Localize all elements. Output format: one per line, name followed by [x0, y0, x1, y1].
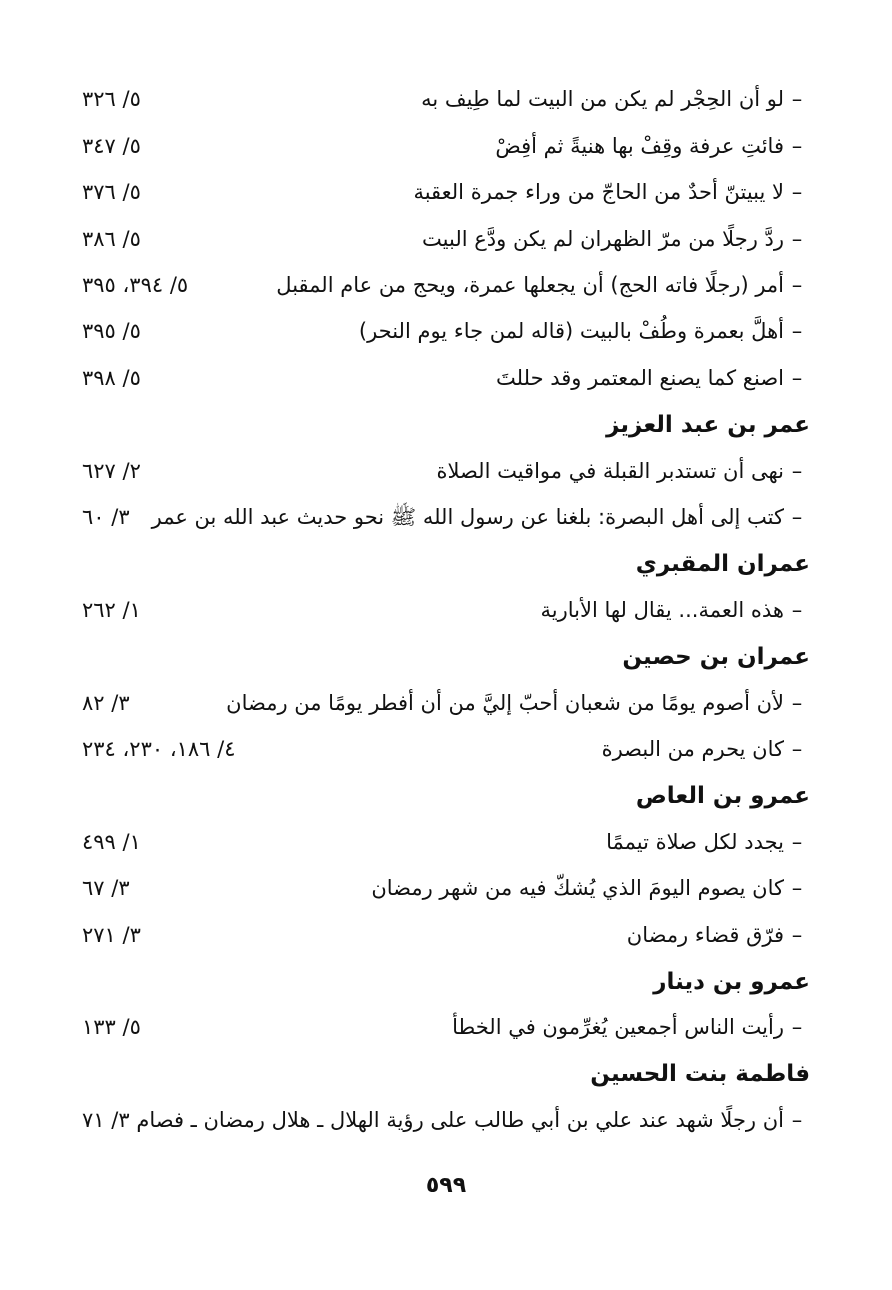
- entry-text-group: [627, 923, 810, 948]
- index-entry: [82, 448, 810, 494]
- index-entry: [82, 77, 810, 123]
- index-entry: [82, 866, 810, 912]
- entry-text-group: [421, 87, 810, 112]
- entry-text: أن رجلًا شهد عند علي بن أبي طالب على رؤية الهلال ـ هلال رمضان ـ فصام: [136, 1108, 784, 1133]
- entry-reference: ٥/ ١٣٣: [82, 1015, 141, 1040]
- section-heading: عمران المقبري: [635, 551, 810, 577]
- index-entry: [82, 819, 810, 865]
- section-heading: عمرو بن العاص: [635, 783, 810, 809]
- entry-reference: ٣/ ٢٧١: [82, 922, 141, 947]
- entry-reference: ٥/ ٣٨٦: [82, 226, 141, 251]
- entry-text: أمر (رجلًا فاته الحج) أن يجعلها عمرة، ويحج من عام المقبل: [276, 273, 784, 297]
- entry-text: لا يبيتنّ أحدٌ من الحاجّ من وراء جمرة العقبة: [413, 180, 784, 205]
- entry-reference: ١/ ٤٩٩: [82, 829, 141, 854]
- entry-reference: ٤/ ١٨٦، ٢٣٠، ٢٣٤: [82, 737, 236, 761]
- index-entry: [82, 123, 810, 169]
- entry-text-group: [452, 1015, 810, 1040]
- bullet-dash: –: [791, 273, 803, 297]
- entry-text: فائتِ عرفة وقِفْ بها هنيةً ثم أفِضْ: [495, 133, 784, 158]
- entry-reference: ٣/ ٦٠: [82, 505, 130, 529]
- index-entry: [82, 216, 810, 262]
- index-entry: [82, 680, 810, 726]
- entry-text: نهى أن تستدبر القبلة في مواقيت الصلاة: [436, 458, 784, 483]
- bullet-dash: –: [791, 690, 803, 715]
- bullet-dash: –: [791, 319, 803, 344]
- entry-text: يجدد لكل صلاة تيممًا: [606, 829, 784, 854]
- entry-reference: ٥/ ٣٩٥: [82, 319, 141, 344]
- bullet-dash: –: [791, 505, 803, 529]
- entry-reference: ١/ ٢٦٢: [82, 597, 141, 622]
- section-heading: فاطمة بنت الحسين: [590, 1061, 810, 1088]
- index-entry: [82, 263, 810, 309]
- bullet-dash: –: [791, 133, 803, 158]
- bullet-dash: –: [791, 597, 803, 622]
- entry-text-group: [602, 737, 810, 762]
- entry-text-group: [359, 319, 810, 344]
- entry-text: هذه العمة... يقال لها الأبارية: [540, 597, 784, 622]
- entry-text-group: [422, 227, 810, 252]
- entry-reference: ٥/ ٣٢٦: [82, 87, 141, 112]
- bullet-dash: –: [791, 87, 803, 112]
- section-heading: عمرو بن دينار: [653, 968, 810, 995]
- entry-text-group: [276, 273, 810, 298]
- entry-text-group: [152, 505, 810, 530]
- entry-reference: ٥/ ٣٩٨: [82, 365, 141, 390]
- entry-text-group: [226, 691, 810, 716]
- bullet-dash: –: [791, 226, 803, 251]
- index-entry: [82, 170, 810, 216]
- bullet-dash: –: [791, 458, 803, 483]
- index-entry: [82, 355, 810, 401]
- bullet-dash: –: [791, 829, 803, 854]
- index-entry: [82, 912, 810, 958]
- entry-text-group: [371, 876, 810, 901]
- entry-text: رأيت الناس أجمعين يُغرِّمون في الخطأ: [452, 1015, 784, 1040]
- index-entry: [82, 309, 810, 355]
- bullet-dash: –: [791, 737, 803, 761]
- bullet-dash: –: [791, 876, 803, 901]
- index-entry: [82, 1098, 810, 1144]
- entry-text-group: [606, 830, 810, 855]
- bullet-dash: –: [791, 365, 803, 390]
- index-entry: [82, 1005, 810, 1051]
- entry-reference: ٣/ ٧١: [82, 1108, 130, 1133]
- entry-text-group: [413, 180, 810, 205]
- index-entry: [82, 727, 810, 773]
- section-heading: عمر بن عبد العزيز: [606, 411, 810, 438]
- entry-reference: ٥/ ٣٤٧: [82, 133, 141, 158]
- bullet-dash: –: [791, 1015, 803, 1040]
- index-entry: [82, 495, 810, 541]
- bullet-dash: –: [791, 1108, 803, 1133]
- entry-text: لأن أصوم يومًا من شعبان أحبّ إليَّ من أن أفطر يومًا من رمضان: [226, 690, 784, 715]
- entry-text-group: [136, 1108, 810, 1133]
- section-heading: عمران بن حصين: [622, 643, 810, 670]
- bullet-dash: –: [791, 922, 803, 947]
- entry-reference: ٣/ ٨٢: [82, 690, 130, 715]
- entry-text-group: [436, 459, 810, 484]
- entry-text: أهلَّ بعمرة وطُفْ بالبيت (قاله لمن جاء يوم النحر): [358, 319, 784, 344]
- entry-text-group: [541, 598, 811, 623]
- entry-text: لو أن الحِجْر لم يكن من البيت لما طِيف به: [421, 87, 784, 112]
- entry-text-group: [495, 134, 810, 159]
- entry-text: كتب إلى أهل البصرة: بلغنا عن رسول الله ﷺ نحو حديث عبد الله بن عمر: [151, 505, 784, 529]
- entry-reference: ٥/ ٣٩٤، ٣٩٥: [82, 273, 189, 297]
- index-entry: [82, 587, 810, 633]
- entry-reference: ٣/ ٦٧: [82, 876, 130, 901]
- entry-text: اصنع كما يصنع المعتمر وقد حللتَ: [496, 365, 784, 390]
- bullet-dash: –: [791, 180, 803, 205]
- page-number: ٥٩٩: [425, 1173, 467, 1198]
- entry-reference: ٢/ ٦٢٧: [82, 458, 141, 483]
- entry-text: كان يصوم اليومَ الذي يُشكّ فيه من شهر رمضان: [371, 876, 784, 901]
- entry-reference: ٥/ ٣٧٦: [82, 180, 141, 205]
- entry-text-group: [496, 366, 810, 391]
- entry-text: فرّق قضاء رمضان: [626, 922, 784, 947]
- entry-text: كان يحرم من البصرة: [601, 737, 784, 761]
- entry-text: ردَّ رجلًا من مرّ الظهران لم يكن ودَّع البيت: [422, 226, 784, 251]
